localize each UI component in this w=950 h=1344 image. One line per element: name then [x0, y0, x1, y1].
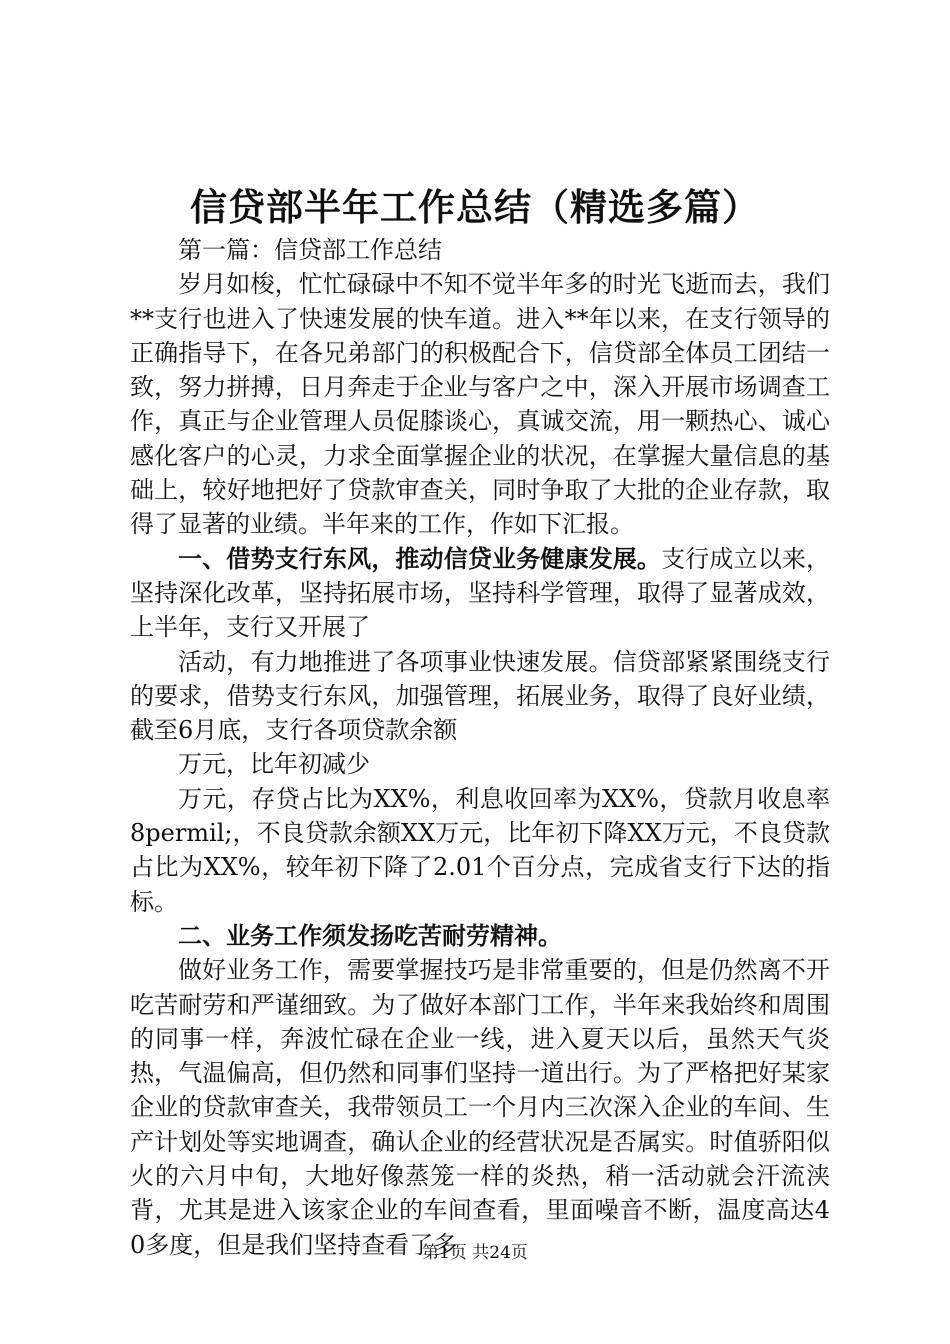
activity-paragraph: 活动，有力地推进了各项事业快速发展。信贷部紧紧围绕支行的要求，借势支行东风，加强管理，拓展业务，取得了良好业绩，截至6月底，支行各项贷款余额: [130, 647, 830, 745]
section-one-paragraph: [130, 542, 830, 645]
loan-ratio-paragraph: 万元，存贷占比为XX%，利息收回率为XX%，贷款月收息率8permil;，不良贷款余额XX万元，比年初下降XX万元，不良贷款占比为XX%，较年初下降了2.01个百分点，完成省支行下达的指标。: [130, 784, 830, 916]
document-title: 信贷部半年工作总结（精选多篇）: [190, 186, 760, 229]
page-footer: 第1页 共24页: [422, 1243, 528, 1263]
section-subtitle: 第一篇：信贷部工作总结: [178, 236, 442, 264]
section-two-heading-paragraph: [130, 919, 830, 953]
document-body: [130, 233, 830, 1262]
section-one-heading: 一、借势支行东风，推动信贷业务健康发展。: [178, 544, 662, 573]
intro-paragraph: 岁月如梭，忙忙碌碌中不知不觉半年多的时光飞逝而去，我们**支行也进入了快速发展的快车道。进入**年以来，在支行领导的正确指导下，在各兄弟部门的积极配合下，信贷部全体员工团结一致，努力拼搏，日月奔走于企业与客户之中，深入开展市场调查工作，真正与企业管理人员促膝谈心，真诚交流，用一颗热心、诚心感化客户的心灵，力求全面掌握企业的状况，在掌握大量信息的基础上，较好地把好了贷款审查关，同时争取了大批的企业存款，取得了显著的业绩。半年来的工作，作如下汇报。: [130, 270, 830, 539]
section-one-text: 支行成立以来，坚持深化改革，坚持拓展市场，坚持科学管理，取得了显著成效，上半年，支行又开展了: [130, 544, 831, 642]
section-two-paragraph: 做好业务工作，需要掌握技巧是非常重要的，但是仍然离不开吃苦耐劳和严谨细致。为了做好本部门工作，半年来我始终和周围的同事一样，奔波忙碌在企业一线，进入夏天以后，虽然天气炎热，气温偏高，但仍然和同事们坚持一道出行。为了严格把好某家企业的贷款审查关，我带领员工一个月内三次深入企业的车间、生产计划处等实地调查，确认企业的经营状况是否属实。时值骄阳似火的六月中旬，大地好像蒸笼一样的炎热，稍一活动就会汗流浃背，尤其是进入该家企业的车间查看，里面噪音不断，温度高达40多度，但是我们坚持查看了多: [130, 956, 830, 1259]
section-two-heading: 二、业务工作须发扬吃苦耐劳精神。: [178, 921, 562, 950]
loan-balance-paragraph: 万元，比年初减少: [178, 750, 370, 779]
